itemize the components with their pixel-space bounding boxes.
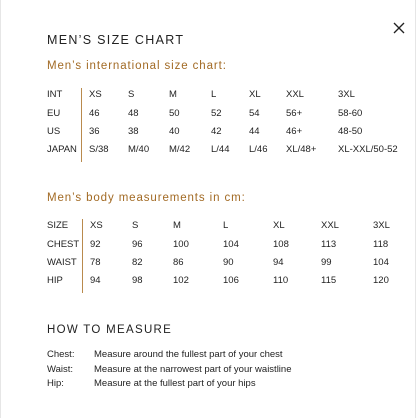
- row-label: JAPAN: [47, 144, 77, 155]
- body-measurements-heading: Men’s body measurements in cm:: [47, 192, 246, 204]
- list-item: [47, 363, 397, 377]
- table-cell: 120: [373, 275, 389, 286]
- row-label: US: [47, 126, 61, 137]
- measure-label: Chest:: [47, 349, 75, 360]
- table-cell: 104: [373, 257, 389, 268]
- table-cell: 100: [173, 239, 189, 250]
- table-cell: S: [128, 89, 135, 100]
- table-cell: 38: [128, 126, 139, 137]
- close-button[interactable]: [390, 19, 408, 37]
- table-cell: M/42: [169, 144, 191, 155]
- table-cell: M/40: [128, 144, 150, 155]
- close-icon: [390, 19, 408, 37]
- table-cell: 106: [223, 275, 239, 286]
- table-cell: 90: [223, 257, 234, 268]
- table-cell: 3XL: [338, 89, 355, 100]
- table-cell: XL-XXL/50-52: [338, 144, 398, 155]
- table-cell: XS: [90, 220, 103, 231]
- table-cell: L/46: [249, 144, 268, 155]
- table-cell: M: [169, 89, 177, 100]
- row-label: EU: [47, 108, 61, 119]
- table-cell: 44: [249, 126, 260, 137]
- table-cell: 98: [132, 275, 143, 286]
- table-row: [47, 274, 407, 288]
- measure-instruction: Measure at the fullest part of your hips: [94, 378, 256, 389]
- table-cell: 40: [169, 126, 180, 137]
- table-cell: 99: [321, 257, 332, 268]
- table-cell: 50: [169, 108, 180, 119]
- measure-label: Hip:: [47, 378, 64, 389]
- table-cell: 115: [321, 275, 337, 286]
- row-label: INT: [47, 89, 63, 100]
- table-cell: 94: [273, 257, 284, 268]
- table-cell: S/38: [89, 144, 109, 155]
- table-cell: 58-60: [338, 108, 363, 119]
- list-item: [47, 377, 397, 391]
- row-label: HIP: [47, 275, 63, 286]
- table-cell: 118: [373, 239, 389, 250]
- table-cell: XXL: [321, 220, 339, 231]
- table-cell: 104: [223, 239, 239, 250]
- measure-label: Waist:: [47, 364, 74, 375]
- table-cell: S: [132, 220, 139, 231]
- measure-instruction: Measure around the fullest part of your chest: [94, 349, 283, 360]
- table-cell: L: [223, 220, 229, 231]
- table-row: [47, 88, 407, 102]
- table-cell: 86: [173, 257, 184, 268]
- table-row: [47, 143, 407, 157]
- table-cell: 92: [90, 239, 101, 250]
- table-cell: 78: [90, 257, 101, 268]
- table-cell: XL/48+: [286, 144, 317, 155]
- how-to-measure-heading: HOW TO MEASURE: [47, 324, 173, 336]
- table-cell: 48-50: [338, 126, 363, 137]
- row-label: SIZE: [47, 220, 69, 231]
- table-cell: 56+: [286, 108, 303, 119]
- table-cell: XL: [249, 89, 261, 100]
- table-row: [47, 238, 407, 252]
- table-cell: 46+: [286, 126, 303, 137]
- table-cell: 110: [273, 275, 289, 286]
- table-row: [47, 219, 407, 233]
- table-cell: 94: [90, 275, 101, 286]
- table-cell: 48: [128, 108, 139, 119]
- table-row: [47, 107, 407, 121]
- table-cell: 102: [173, 275, 189, 286]
- list-item: [47, 348, 397, 362]
- table-cell: 46: [89, 108, 100, 119]
- table-cell: 113: [321, 239, 337, 250]
- row-label: WAIST: [47, 257, 77, 268]
- table-cell: 36: [89, 126, 100, 137]
- table-cell: 3XL: [373, 220, 390, 231]
- table-row: [47, 256, 407, 270]
- table-cell: XXL: [286, 89, 304, 100]
- table-cell: 42: [211, 126, 222, 137]
- table-cell: XS: [89, 89, 102, 100]
- table-cell: 82: [132, 257, 143, 268]
- table-cell: 52: [211, 108, 222, 119]
- table-cell: L: [211, 89, 217, 100]
- page-title: MEN’S SIZE CHART: [47, 33, 185, 47]
- measure-instruction: Measure at the narrowest part of your waistline: [94, 364, 292, 375]
- table-row: [47, 125, 407, 139]
- table-cell: 96: [132, 239, 143, 250]
- international-size-heading: Men’s international size chart:: [47, 60, 227, 72]
- table-cell: 54: [249, 108, 260, 119]
- table-cell: L/44: [211, 144, 230, 155]
- row-label: CHEST: [47, 239, 80, 250]
- table-cell: XL: [273, 220, 285, 231]
- table-cell: 108: [273, 239, 289, 250]
- table-cell: M: [173, 220, 181, 231]
